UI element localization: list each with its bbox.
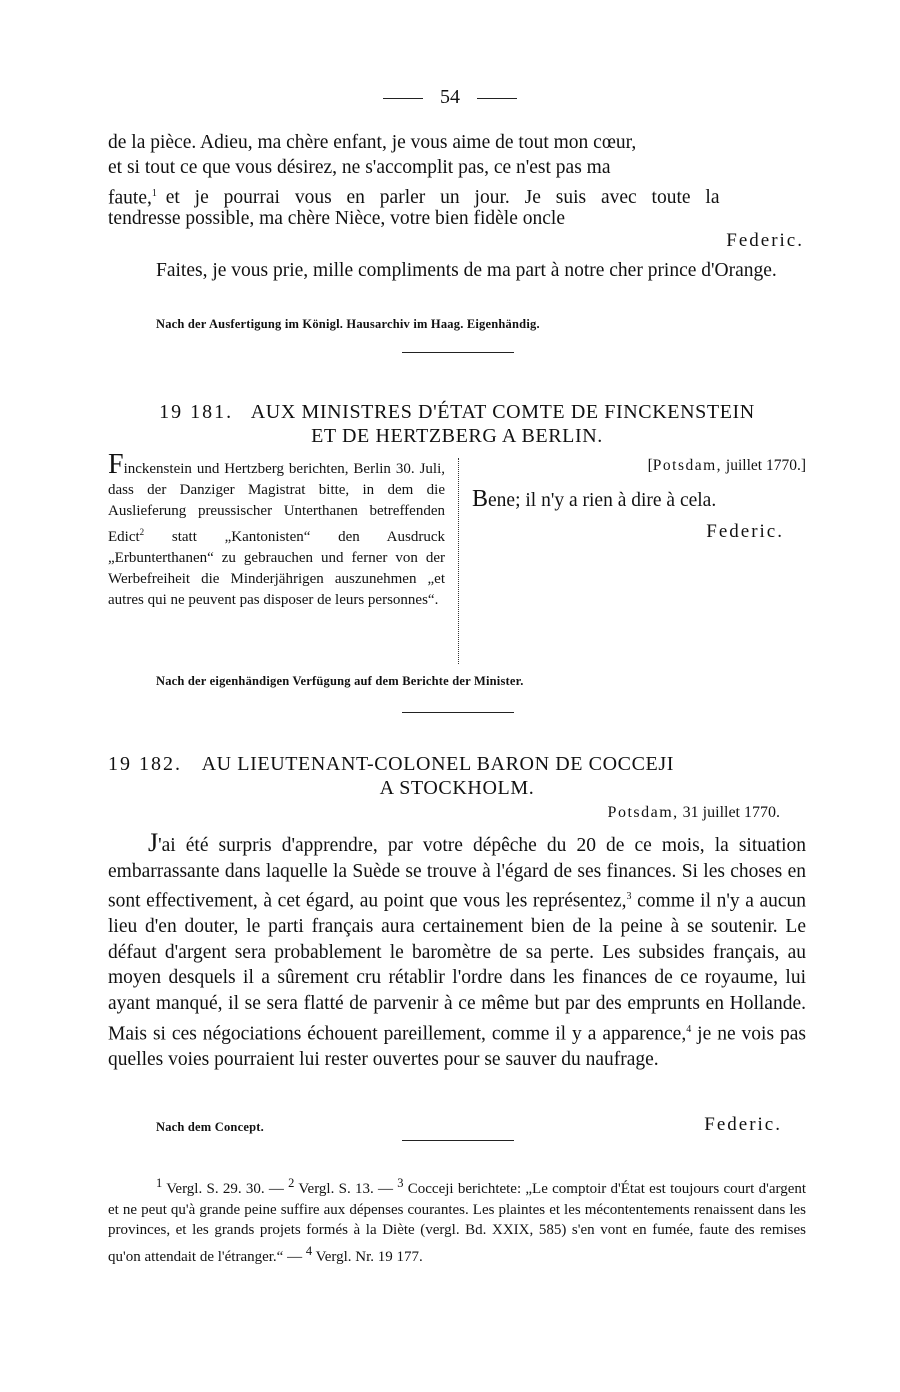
footnotes-text bbox=[108, 1173, 806, 1267]
doc-19182-date-rest: 31 juillet 1770. bbox=[682, 804, 780, 821]
letter-end-line-2: et si tout ce que vous désirez, ne s'accomplit pas, ce n'est pas ma bbox=[108, 157, 611, 179]
doc-19182-body bbox=[108, 830, 806, 1072]
section-rule-2 bbox=[402, 712, 514, 713]
doc-19181-summary-part-2: statt „Kantonisten“ den Ausdruck „Erbunterthanen“ zu gebrauchen und ferner von der Werbefreiheit die Minderjährigen auszunehmen „et autres qui ne peuvent pas disposer de leurs personnes“. bbox=[108, 529, 445, 608]
footnotes bbox=[108, 1173, 806, 1267]
footnote-ref-2: 2 bbox=[139, 527, 145, 537]
doc-19181-date-open: [ bbox=[647, 457, 653, 474]
doc-19181-source-note: Nach der eigenhändigen Verfügung auf dem Berichte der Minister. bbox=[156, 674, 524, 688]
page-header bbox=[0, 86, 900, 109]
doc-19181-date bbox=[472, 455, 806, 477]
doc-19181-date-place: Potsdam, bbox=[652, 457, 723, 474]
doc-19182-date bbox=[108, 804, 780, 822]
doc-19181-number: 19 181. bbox=[159, 401, 234, 423]
doc-19181-heading-line-1 bbox=[108, 400, 806, 424]
doc-19182-number: 19 182. bbox=[108, 753, 182, 775]
doc-19181-reply-initial: B bbox=[472, 486, 489, 512]
doc-19182-body-part-3: je ne vois pas quelles voies pourraient lui rester ouvertes pour se sauver du naufrage. bbox=[108, 1023, 807, 1070]
footnote-mark-4: 4 bbox=[305, 1243, 313, 1258]
doc-19181-heading-line-2: ET DE HERTZBERG A BERLIN. bbox=[311, 425, 603, 447]
letter-end-line-4: tendresse possible, ma chère Nièce, votre bien fidèle oncle bbox=[108, 208, 565, 230]
letter-end-signature: Federic. bbox=[726, 230, 804, 251]
footnote-3: Cocceji berichtete: „Le comptoir d'État est toujours court d'argent et ne peut qu'à grande peine suffire aux dépenses courantes. Les plaintes et les mécontentements renaissent dans les provinces, et les grands projets formés à la Diète (vergl. Bd. XXIX, 585) s'en vont en fumée, faute des remises qu'on attendait de l'étranger.“ — bbox=[108, 1181, 807, 1265]
doc-19182-heading-line-2: A STOCKHOLM. bbox=[379, 777, 535, 799]
header-dash-left bbox=[383, 98, 423, 99]
doc-19182-source-note: Nach dem Concept. bbox=[156, 1120, 264, 1134]
doc-19182-signature: Federic. bbox=[704, 1114, 782, 1135]
footnote-2: Vergl. S. 13. — bbox=[298, 1181, 393, 1197]
doc-19181-signature: Federic. bbox=[706, 521, 784, 542]
footnote-mark-1: 1 bbox=[156, 1176, 163, 1190]
letter-end-line-3b: et je pourrai vous en parler un jour. Je suis avec toute la bbox=[165, 187, 720, 209]
letter-end-postscript: Faites, je vous prie, mille compliments de ma part à notre cher prince d'Orange. bbox=[156, 260, 777, 281]
doc-19181-summary-part-1: inckenstein und Hertzberg berichten, Berlin 30. Juli, dass der Danziger Magistrat bitte, in dem die Auslieferung preussischer Unterthanen betreffenden Edict bbox=[108, 461, 445, 545]
header-dash-right bbox=[477, 98, 517, 99]
doc-19182-body-part-1: 'ai été surpris d'apprendre, par votre dépêche du 20 de ce mois, la situation embarrassante dans laquelle la Suède se trouve à l'égard de ses finances. Si les choses en sont effectivement, à cet égard, au point que vous les représentez, bbox=[108, 835, 806, 912]
footnote-ref-1: 1 bbox=[151, 187, 157, 199]
letter-end-source-note: Nach der Ausfertigung im Königl. Hausarchiv im Haag. Eigenhändig. bbox=[156, 317, 540, 331]
footnote-mark-3: 3 bbox=[397, 1176, 404, 1190]
page-number: 54 bbox=[440, 86, 460, 108]
footnote-ref-4: 4 bbox=[686, 1023, 692, 1035]
letter-end-line-1: de la pièce. Adieu, ma chère enfant, je vous aime de tout mon cœur, bbox=[108, 132, 637, 153]
footnote-4: Vergl. Nr. 19 177. bbox=[315, 1248, 423, 1265]
doc-19182-heading bbox=[108, 752, 806, 800]
footnote-mark-2: 2 bbox=[288, 1176, 295, 1190]
doc-19182-date-place: Potsdam, bbox=[607, 804, 679, 821]
doc-19181-reply-text bbox=[472, 487, 806, 513]
doc-19181-summary bbox=[108, 449, 445, 611]
doc-19181-reply bbox=[472, 455, 806, 543]
section-rule-3 bbox=[402, 1140, 514, 1141]
doc-19182-heading-line-1 bbox=[108, 752, 806, 776]
footnote-1: Vergl. S. 29. 30. — bbox=[166, 1181, 284, 1197]
doc-19181-summary-initial: F bbox=[108, 449, 124, 480]
doc-19182-body-initial: J bbox=[148, 828, 159, 857]
column-divider bbox=[458, 458, 459, 664]
doc-19181-date-rest: juillet 1770.] bbox=[725, 457, 806, 474]
doc-19181-reply-body: ene; il n'y a rien à dire à cela. bbox=[488, 490, 717, 511]
doc-19181-heading-text-1: AUX MINISTRES D'ÉTAT COMTE DE FINCKENSTEIN bbox=[250, 401, 755, 423]
doc-19182-heading-text-1: AU LIEUTENANT-COLONEL BARON DE COCCEJI bbox=[201, 753, 675, 775]
doc-19181-heading bbox=[108, 400, 806, 448]
letter-end-line-3a: faute, bbox=[108, 187, 152, 209]
section-rule-1 bbox=[402, 352, 514, 353]
doc-19182-body-part-2: comme il n'y a aucun lieu d'en douter, le parti français aura certainement bien de la peine à se soutenir. Le défaut d'argent sera probablement le baromètre de sa perte. Les subsides français, au moyen desquels il a sûrement cru rétablir l'ordre dans les finances de ce royaume, lui ayant manqué, il se sera flatté de parvenir à ce même but par des emprunts en Hollande. Mais si ces négociations échouent pareillement, comme il y a apparence, bbox=[108, 890, 807, 1045]
footnote-ref-3: 3 bbox=[626, 891, 632, 903]
